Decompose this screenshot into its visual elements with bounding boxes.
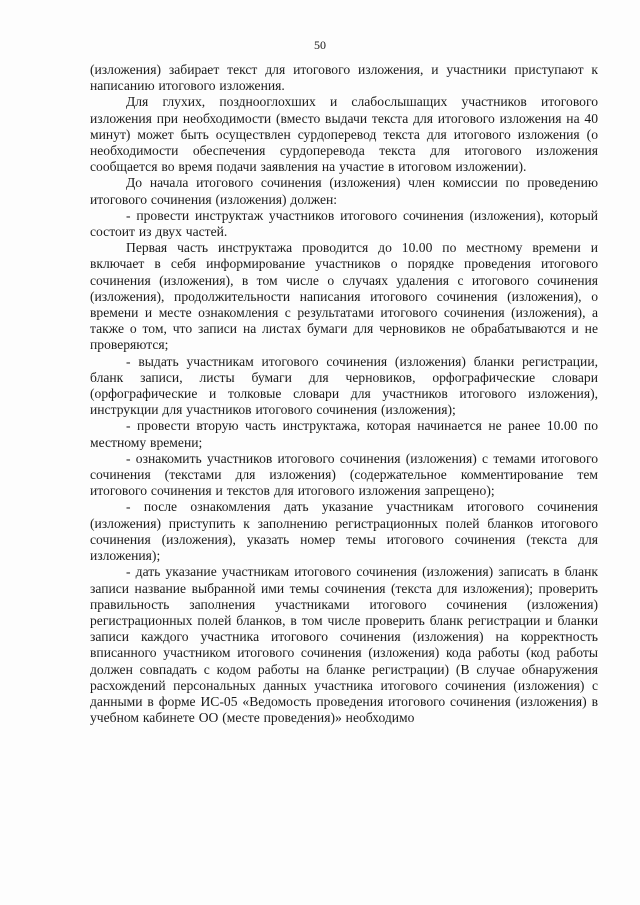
list-item: - после ознакомления дать указание участникам итогового сочинения (изложения) приступить к заполнению регистрационных полей бланков итогового сочинения (изложения), указать номер темы итогового сочинения (текста для изложения); xyxy=(90,499,598,564)
list-item: - ознакомить участников итогового сочинения (изложения) с темами итогового сочинения (текстами для изложения) (содержательное комментирование тем итогового сочинения и текстов для итогового изложения запрещено); xyxy=(90,450,598,499)
page-number: 50 xyxy=(314,38,326,52)
list-item: - выдать участникам итогового сочинения (изложения) бланки регистрации, бланк записи, листы бумаги для черновиков, орфографические словари (орфографические и толковые словари для участников итогового изложения), инструкции для участников итогового сочинения (изложения); xyxy=(90,353,598,418)
list-item: - провести инструктаж участников итогового сочинения (изложения), который состоит из двух частей. xyxy=(90,207,598,240)
paragraph: До начала итогового сочинения (изложения) член комиссии по проведению итогового сочинения (изложения) должен: xyxy=(90,175,598,207)
list-item: - провести вторую часть инструктажа, которая начинается не ранее 10.00 по местному времени; xyxy=(90,418,598,450)
paragraph: Первая часть инструктажа проводится до 10.00 по местному времени и включает в себя информирование участников о порядке проведения итогового сочинения (изложения), в том числе о случаях удаления с итогового сочинения (изложения), продолжительности написания итогового сочинения (изложения), о времени и месте ознакомления с результатами итогового сочинения (изложения), а также о том, что записи на листах бумаги для черновиков не обрабатываются и не проверяются; xyxy=(90,240,598,353)
document-body xyxy=(90,62,598,726)
paragraph: Для глухих, позднооглохших и слабослышащих участников итогового изложения при необходимости (вместо выдачи текста для итогового изложения на 40 минут) может быть осуществлен сурдоперевод текста для итогового изложения (о необходимости обеспечения сурдоперевода текста для итогового изложения сообщается во время подачи заявления на участие в итоговом изложении). xyxy=(90,94,598,175)
list-item: - дать указание участникам итогового сочинения (изложения) записать в бланк записи название выбранной ими темы сочинения (текста для изложения); проверить правильность заполнения участниками итогового сочинения (изложения) регистрационных полей бланков, в том числе проверить бланк регистрации и бланки записи каждого участника итогового сочинения (изложения) на корректность вписанного участником итогового сочинения (изложения) кода работы (код работы должен совпадать с кодом работы на бланке регистрации) (В случае обнаружения расхождений персональных данных участника итогового сочинения (изложения) с данными в форме ИС-05 «Ведомость проведения итогового сочинения (изложения) в учебном кабинете ОО (месте проведения)» необходимо xyxy=(90,564,598,726)
paragraph: (изложения) забирает текст для итогового изложения, и участники приступают к написанию итогового изложения. xyxy=(90,62,598,94)
